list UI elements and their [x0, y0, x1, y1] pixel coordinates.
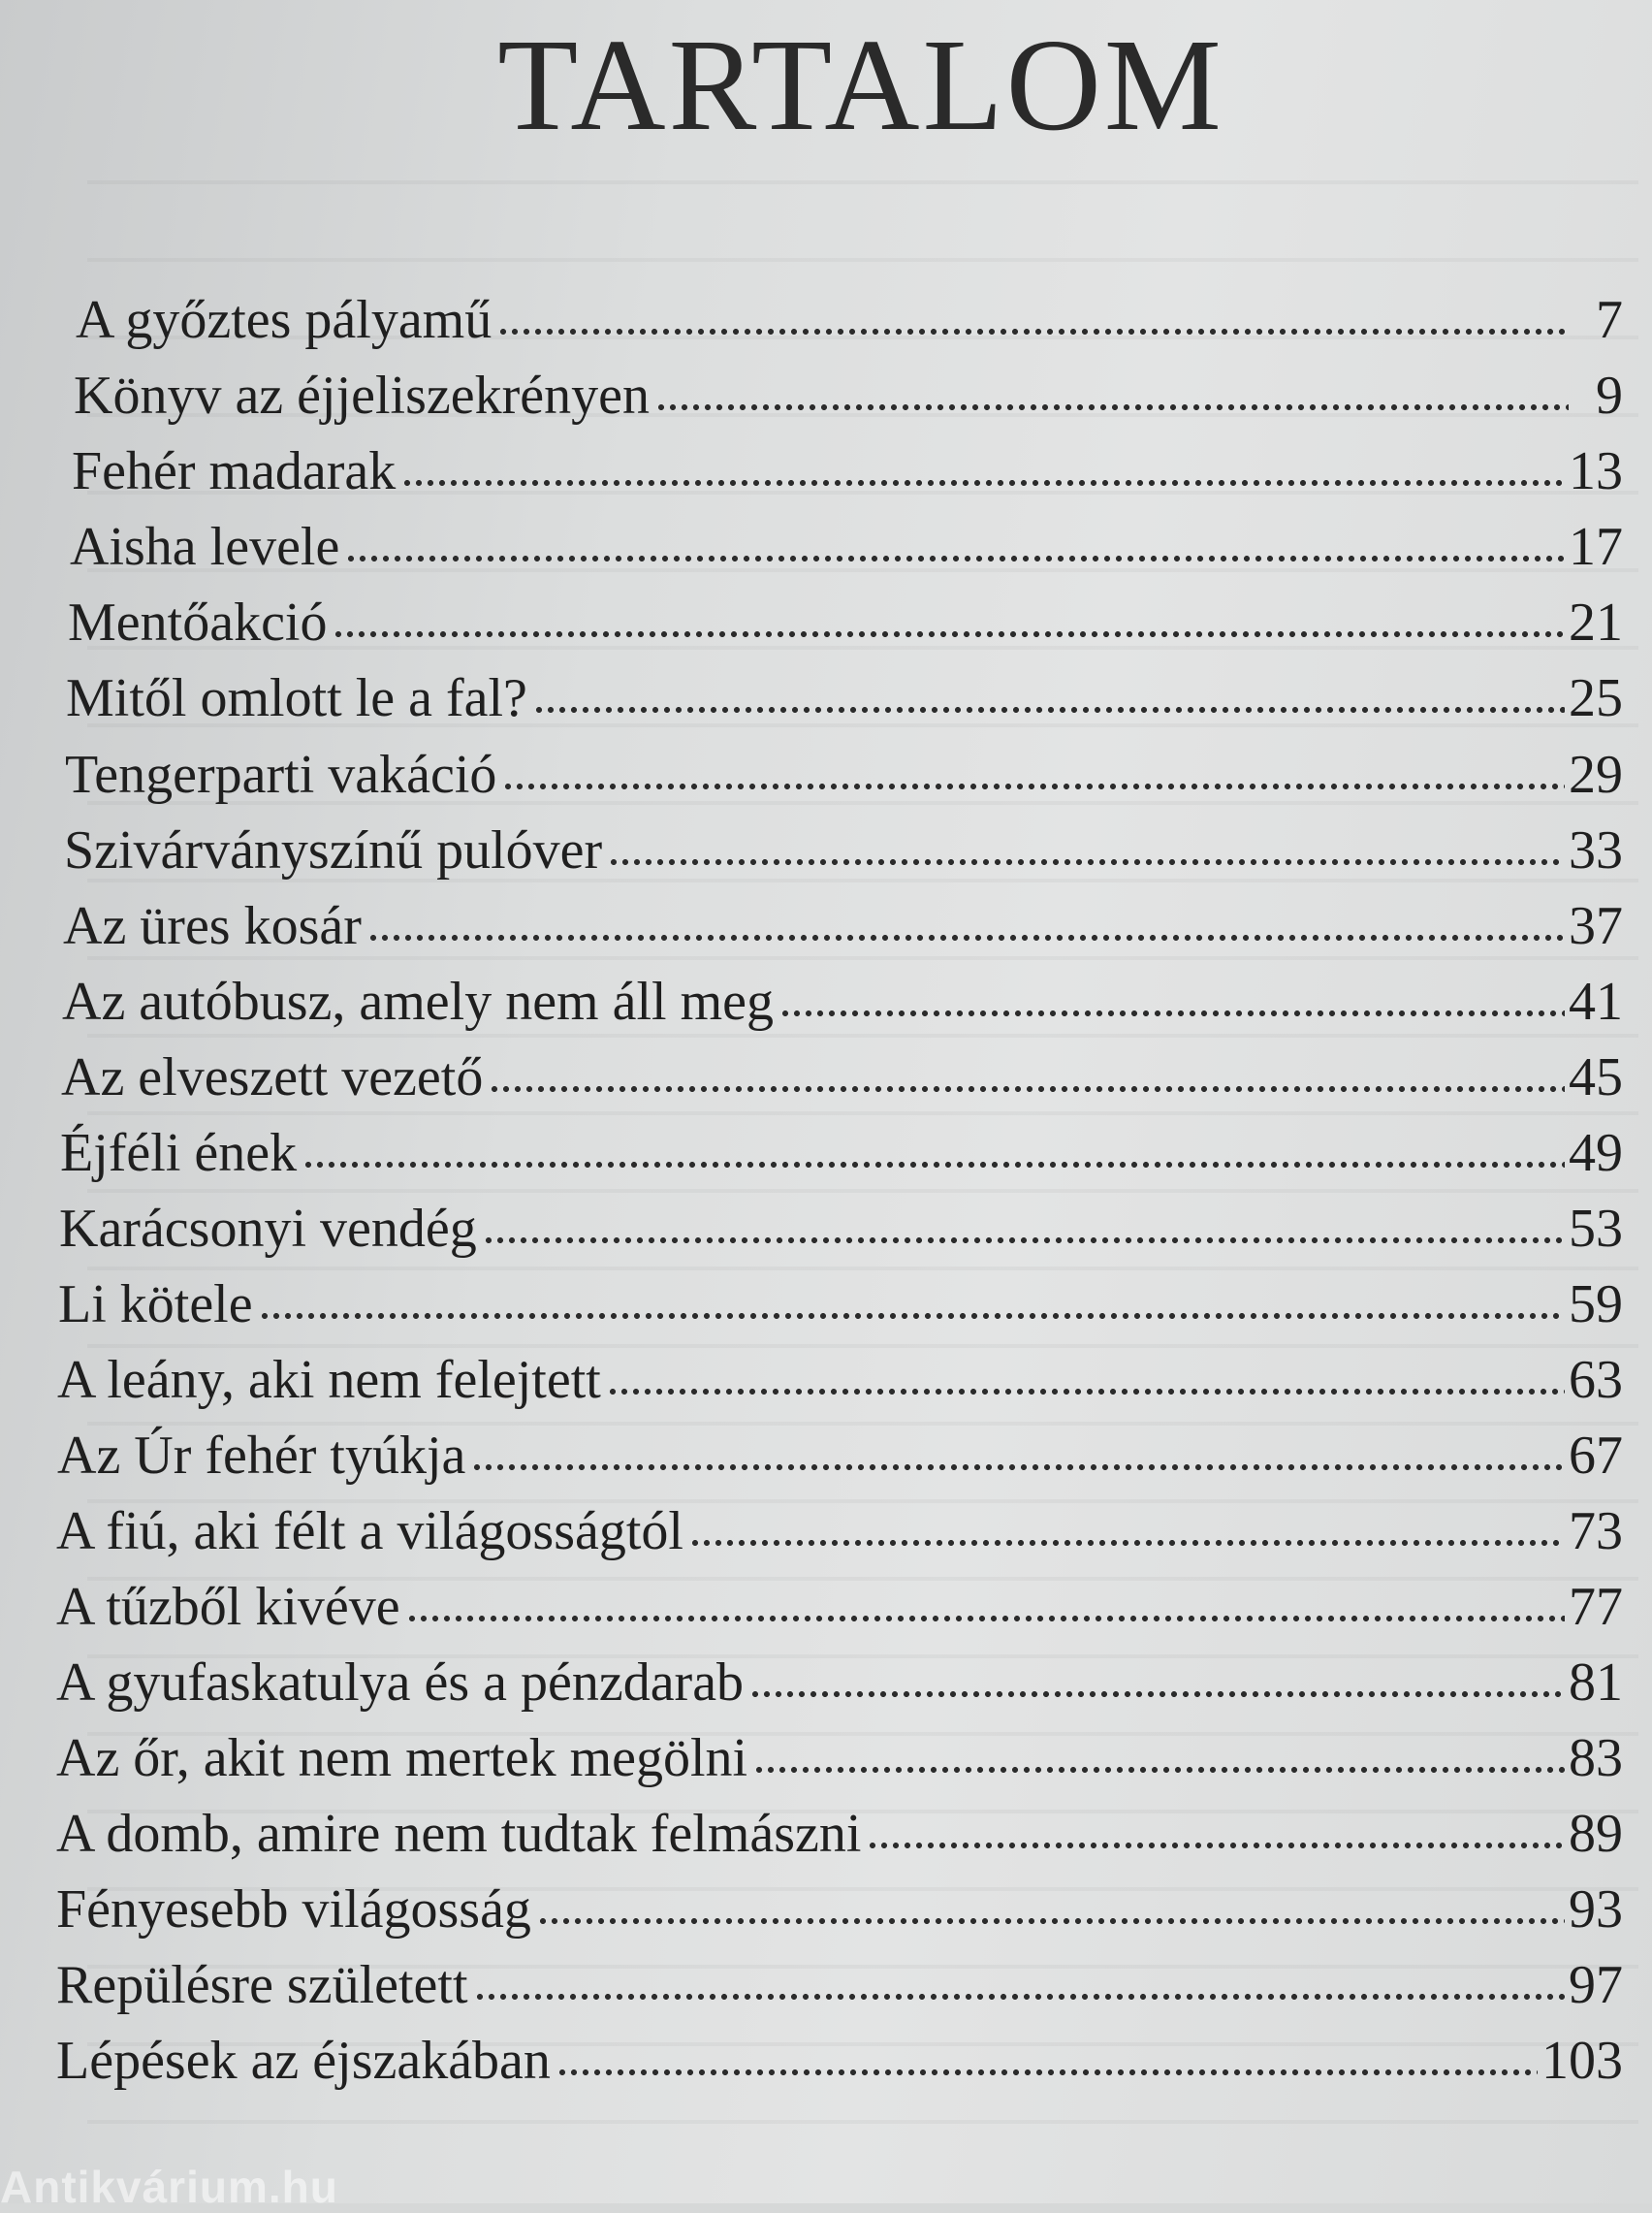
page-title: TARTALOM	[497, 13, 1224, 158]
toc-entry-page: 97	[1569, 1955, 1623, 2015]
toc-entry	[59, 1188, 1623, 1259]
toc-entry	[56, 1793, 1623, 1864]
toc-entry	[60, 1112, 1623, 1183]
toc-entry	[72, 431, 1623, 501]
toc-entry-page: 77	[1569, 1577, 1623, 1637]
dot-leader	[607, 1388, 1565, 1395]
toc-entry-page: 17	[1569, 517, 1623, 577]
dot-leader	[556, 2069, 1538, 2076]
dot-leader	[689, 1539, 1565, 1547]
toc-entry-page: 49	[1569, 1123, 1623, 1183]
toc-entry-page: 33	[1569, 820, 1623, 881]
toc-entry-title: A domb, amire nem tudtak felmászni	[56, 1804, 862, 1864]
dot-leader	[608, 858, 1565, 866]
dot-leader	[655, 403, 1569, 411]
toc-entry-page: 93	[1569, 1879, 1623, 1940]
toc-entry-title: Mentőakció	[68, 593, 328, 653]
toc-entry-title: Az üres kosár	[63, 896, 362, 956]
toc-entry-page: 7	[1596, 290, 1623, 350]
toc-entry	[63, 885, 1623, 956]
toc-entry	[57, 1339, 1623, 1410]
dot-leader	[497, 328, 1569, 336]
toc-entry-page: 59	[1569, 1274, 1623, 1334]
dot-leader	[471, 1463, 1565, 1471]
toc-entry-title: A győztes pályamű	[76, 290, 492, 350]
dot-leader	[333, 630, 1565, 638]
toc-entry-title: A fiú, aki félt a világosságtól	[56, 1501, 683, 1561]
dot-leader	[401, 479, 1565, 487]
toc-entry-page: 13	[1569, 441, 1623, 501]
toc-entry-page: 63	[1569, 1350, 1623, 1410]
toc-entry-title: Az autóbusz, amely nem áll meg	[62, 972, 774, 1032]
dot-leader	[259, 1312, 1565, 1320]
dot-leader	[867, 1842, 1565, 1849]
toc-entry-page: 67	[1569, 1426, 1623, 1486]
toc-entry-title: Az Úr fehér tyúkja	[57, 1426, 466, 1486]
dot-leader	[345, 555, 1565, 562]
dot-leader	[533, 706, 1565, 714]
toc-entry-page: 9	[1596, 366, 1623, 426]
dot-leader	[489, 1085, 1565, 1093]
toc-entry	[57, 1415, 1623, 1486]
toc-entry-title: A tűzből kivéve	[56, 1577, 400, 1637]
toc-entry-page: 81	[1569, 1652, 1623, 1713]
toc-entry-page: 37	[1569, 896, 1623, 956]
dot-leader	[753, 1766, 1565, 1774]
toc-entry	[76, 279, 1623, 350]
toc-entry-page: 103	[1541, 2031, 1623, 2091]
toc-entry-page: 73	[1569, 1501, 1623, 1561]
toc-entry	[68, 582, 1623, 653]
toc-entry-title: Az elveszett vezető	[61, 1047, 484, 1107]
toc-entry-title: Fehér madarak	[72, 441, 397, 501]
toc-entry-title: Tengerparti vakáció	[65, 745, 497, 805]
toc-entry-title: Lépések az éjszakában	[56, 2031, 551, 2091]
toc-entry	[74, 355, 1623, 426]
dot-leader	[537, 1917, 1565, 1925]
toc-entry-page: 25	[1569, 668, 1623, 728]
dot-leader	[406, 1615, 1565, 1622]
toc-entry	[56, 1717, 1623, 1788]
toc-entry	[56, 1944, 1623, 2015]
toc-entry	[56, 1491, 1623, 1561]
toc-entry-title: Mitől omlott le a fal?	[66, 668, 527, 728]
toc-entry-title: A leány, aki nem felejtett	[57, 1350, 601, 1410]
toc-entry-title: Li kötele	[58, 1274, 253, 1334]
toc-entry-page: 83	[1569, 1728, 1623, 1788]
toc-entry	[66, 657, 1623, 728]
toc-entry-title: Éjféli ének	[60, 1123, 298, 1183]
toc-entry	[65, 734, 1623, 805]
toc-entry	[64, 810, 1623, 881]
toc-entry	[56, 1642, 1623, 1713]
dot-leader	[302, 1161, 1565, 1169]
toc-entry-page: 21	[1569, 593, 1623, 653]
toc-entry	[56, 1566, 1623, 1637]
toc-entry-title: Az őr, akit nem mertek megölni	[56, 1728, 748, 1788]
toc-entry	[70, 506, 1623, 577]
toc-entry-title: Repülésre született	[56, 1955, 468, 2015]
toc-entry	[62, 961, 1623, 1032]
dot-leader	[474, 1993, 1565, 2001]
toc-entry	[61, 1037, 1623, 1105]
toc-entry-title: Könyv az éjjeliszekrényen	[74, 366, 650, 426]
dot-leader	[749, 1690, 1565, 1698]
toc-entry	[56, 1869, 1623, 1940]
dot-leader	[502, 783, 1565, 790]
toc-entry-page: 45	[1569, 1047, 1623, 1107]
toc-entry-page: 29	[1569, 745, 1623, 805]
toc-entry-page: 89	[1569, 1804, 1623, 1864]
dot-leader	[367, 934, 1565, 942]
toc-entry-title: Fényesebb világosság	[56, 1879, 531, 1940]
toc-entry-title: A gyufaskatulya és a pénzdarab	[56, 1652, 745, 1713]
toc-entry-title: Karácsonyi vendég	[59, 1199, 477, 1259]
dot-leader	[779, 1010, 1565, 1017]
watermark-text: Antikvárium.hu	[0, 2162, 338, 2212]
toc-entry-title: Szivárványszínű pulóver	[64, 820, 603, 881]
toc-entry-page: 53	[1569, 1199, 1623, 1259]
dot-leader	[483, 1236, 1565, 1244]
toc-entry	[58, 1264, 1623, 1334]
toc-entry	[56, 2020, 1623, 2091]
toc-entry-title: Aisha levele	[70, 517, 340, 577]
toc-entry-page: 41	[1569, 972, 1623, 1032]
